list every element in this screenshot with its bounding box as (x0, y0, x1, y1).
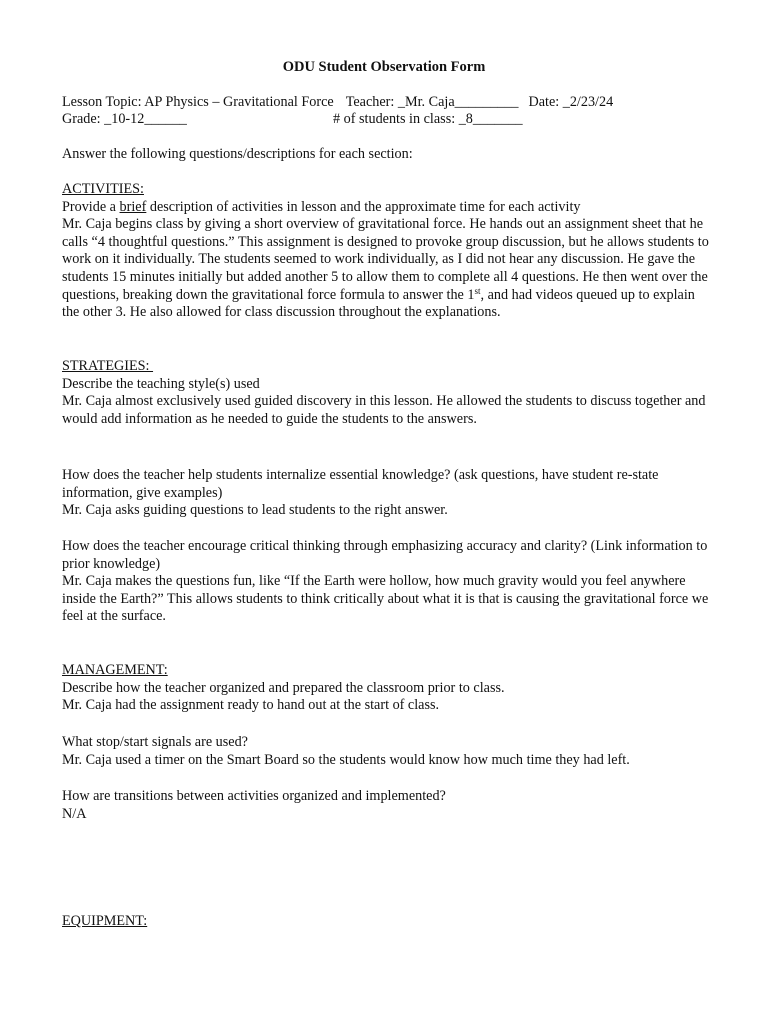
management-question-1: Describe how the teacher organized and prepared the classroom prior to class. (62, 679, 505, 696)
activities-prompt-end: description of activities in lesson and the approximate time for each activity (146, 198, 581, 215)
activities-prompt-start: Provide a (62, 198, 120, 215)
activities-prompt (62, 199, 710, 217)
activities-answer-text: Mr. Caja begins class by giving a short overview of gravitational force. He hands out an assignment sheet that he calls “4 thoughtful questions.” This assignment is designed to provoke group discussion, but he allows students to work on it individually. The students seemed to work individually, as I did not hear any discussion. He gave the students 15 minutes initially but added another 5 to allow them to complete all 4 questions. He then went over the questions, breaking down the gravitational force formula to answer the 1 (62, 216, 709, 303)
strategies-question-3: How does the teacher encourage critical thinking through emphasizing accuracy and clarity? (Link information to prior knowledge) (62, 538, 708, 572)
activities-section (62, 181, 710, 322)
strategies-question-2: How does the teacher help students internalize essential knowledge? (ask questions, have student re-state information, give examples) (62, 467, 659, 501)
management-question-block-3 (62, 788, 710, 823)
students-count-field: # of students in class: _8_______ (333, 111, 523, 127)
header-line-2 (62, 111, 187, 129)
lesson-topic: Lesson Topic: AP Physics – Gravitational Force (62, 94, 334, 110)
strategies-section (62, 358, 710, 428)
management-question-block-2 (62, 734, 710, 769)
grade-field: Grade: _10-12______ (62, 111, 187, 127)
activities-answer-text-cont: , and had videos queued up to explain the other 3. He also allowed for class discussion throughout the explanations. (62, 286, 695, 321)
activities-prompt-emphasis: brief (119, 198, 147, 215)
strategies-answer-3: Mr. Caja makes the questions fun, like “If the Earth were hollow, how much gravity would you feel anywhere inside the Earth?” This allows students to think critically about what it is that is causing the gravitational force we feel at the surface. (62, 573, 709, 625)
instructions: Answer the following questions/descriptions for each section: (62, 146, 413, 162)
management-answer-2: Mr. Caja used a timer on the Smart Board so the students would know how much time they had left. (62, 751, 630, 768)
activities-heading: ACTIVITIES: (62, 181, 144, 197)
strategies-question-1: Describe the teaching style(s) used (62, 375, 260, 392)
strategies-heading: STRATEGIES: (62, 358, 154, 374)
management-answer-1: Mr. Caja had the assignment ready to hand out at the start of class. (62, 697, 440, 714)
date-field: Date: _2/23/24 (528, 94, 614, 110)
management-question-2: What stop/start signals are used? (62, 734, 248, 750)
strategies-question-block-2 (62, 467, 710, 520)
form-title: ODU Student Observation Form (282, 59, 486, 75)
management-answer-3: N/A (62, 805, 87, 822)
header-line-2-right (333, 111, 523, 129)
equipment-section (62, 913, 710, 931)
strategies-question-block-3 (62, 538, 710, 626)
teacher-field: Teacher: _Mr. Caja_________ (345, 94, 519, 110)
header-line-1 (62, 94, 613, 112)
activities-answer (62, 216, 710, 322)
equipment-heading: EQUIPMENT: (62, 913, 148, 929)
management-heading: MANAGEMENT: (62, 662, 168, 678)
strategies-answer-1: Mr. Caja almost exclusively used guided discovery in this lesson. He allowed the students to discuss together and would add information as he needed to guide the students to the answers. (62, 393, 706, 427)
management-section (62, 662, 710, 715)
management-question-3: How are transitions between activities organized and implemented? (62, 788, 446, 804)
ordinal-superscript: st (474, 285, 481, 296)
strategies-answer-2: Mr. Caja asks guiding questions to lead students to the right answer. (62, 502, 448, 519)
